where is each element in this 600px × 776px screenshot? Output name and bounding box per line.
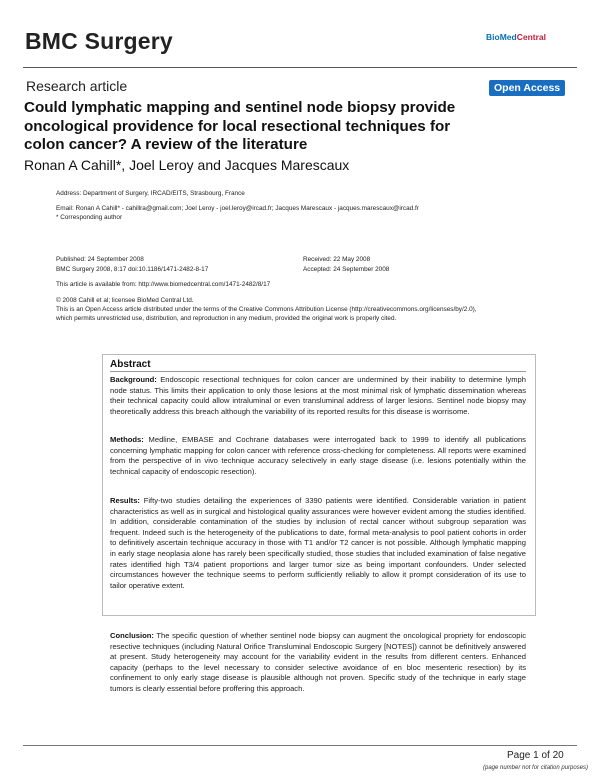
article-type: Research article <box>26 78 128 94</box>
page-number: Page 1 of 20 <box>507 750 564 761</box>
author-address: Address: Department of Surgery, IRCAD/EITS, Strasbourg, France <box>56 190 245 197</box>
methods-label: Methods: <box>110 435 144 444</box>
author-list: Ronan A Cahill*, Joel Leroy and Jacques Marescaux <box>24 157 350 173</box>
abstract-methods <box>110 435 526 477</box>
background-label: Background: <box>110 375 157 384</box>
methods-text: Medline, EMBASE and Cochrane databases were interrogated back to 1999 to identify all publications concerning lymphatic mapping for colon cancer with reference cross-checking for completeness. All reports were examined from the perspective of in vivo technique accuracy selectively in early stage disease (i.e. lesions potentially within the technical capacity of endoscopic resection). <box>110 435 526 476</box>
license-line-1: This is an Open Access article distributed under the terms of the Creative Commons Attribution License (http://creativecommons.org/licenses/by/2.0), <box>56 306 477 313</box>
results-text: Fifty-two studies detailing the experiences of 3390 patients were identified. Considerable variation in patient characteristics as well as in surgical and histological quality assurances were however evident among the studies identified. In addition, considerable contamination of the studies by inclusion of rectal cancer without subgroup separation was frequent. Indeed such is the heterogeneity of the publications to date, formal meta-analysis to pool patient cohorts in order to definitively ascertain technique accuracy in those with T1 and/or T2 cancer is not possible. Although lymphatic mapping in early stage neoplasia alone has rarely been specifically studied, those studies that included examination of false negative rates identified high T3/4 patient proportions and larger tumor size as being important confounders. Under selected circumstances however the technique seems to perform sufficiently reliably to allow it prompt consideration of its use to tailor operative extent. <box>110 496 526 590</box>
publisher-logo-part1: BioMed <box>486 32 517 42</box>
article-url[interactable]: This article is available from: http://www.biomedcentral.com/1471-2482/8/17 <box>56 281 271 288</box>
open-access-badge: Open Access <box>489 80 565 96</box>
accepted-date: Accepted: 24 September 2008 <box>303 266 390 273</box>
article-title: Could lymphatic mapping and sentinel node biopsy provide oncological providence for local resectional techniques for colon cancer? A review of the literature <box>24 99 456 153</box>
results-label: Results: <box>110 496 140 505</box>
abstract-background <box>110 375 526 417</box>
publisher-logo <box>486 32 546 42</box>
conclusion-label: Conclusion: <box>110 631 154 640</box>
license-line-2: which permits unrestricted use, distribution, and reproduction in any medium, provided the original work is properly cited. <box>56 315 397 322</box>
publisher-logo-part2: Central <box>516 32 546 42</box>
corresponding-note: * Corresponding author <box>56 214 123 221</box>
page-note: (page number not for citation purposes) <box>483 765 589 771</box>
abstract-conclusion <box>110 631 526 695</box>
author-emails: Email: Ronan A Cahill* - cahillra@gmail.com; Joel Leroy - joel.leroy@ircad.fr; Jacques Marescaux - jacques.marescaux@ircad.fr <box>56 205 419 212</box>
citation: BMC Surgery 2008, 8:17 doi:10.1186/1471-2482-8-17 <box>56 266 209 273</box>
footer-rule <box>23 745 577 746</box>
published-date: Published: 24 September 2008 <box>56 256 144 263</box>
abstract-results <box>110 496 526 591</box>
journal-title: BMC Surgery <box>25 28 173 54</box>
copyright: © 2008 Cahill et al; licensee BioMed Central Ltd. <box>56 297 194 304</box>
received-date: Received: 22 May 2008 <box>303 256 371 263</box>
conclusion-text: The specific question of whether sentinel node biopsy can augment the oncological propriety for endoscopic resective techniques (including Natural Orifice Transluminal Endoscopic Surgery [NOTES]) cannot be definitively answered at present. Study heterogeneity may account for the variability evident in the results from different centers. Enhanced capacity (perhaps to the level necessary to consider selective avoidance of en bloc mesenteric resection) by its confinement to only early stage disease is plausible although not proven. Specific study of the technique in early stage tumors is clearly essential before proffering this approach. <box>110 631 526 693</box>
background-text: Endoscopic resectional techniques for colon cancer are undermined by their inability to determine lymph node status. This limits their application to only those lesions at the most minimal risk of lymphatic dissemination whereas their technical capacity could allow intraluminal or even transluminal address of larger lesions. Sentinel node biopsy may theoretically address this breach although the variability of its reported results for this disease is worrisome. <box>110 375 526 416</box>
abstract-heading: Abstract <box>110 359 151 370</box>
abstract-rule <box>110 371 526 372</box>
header-rule <box>23 67 577 68</box>
